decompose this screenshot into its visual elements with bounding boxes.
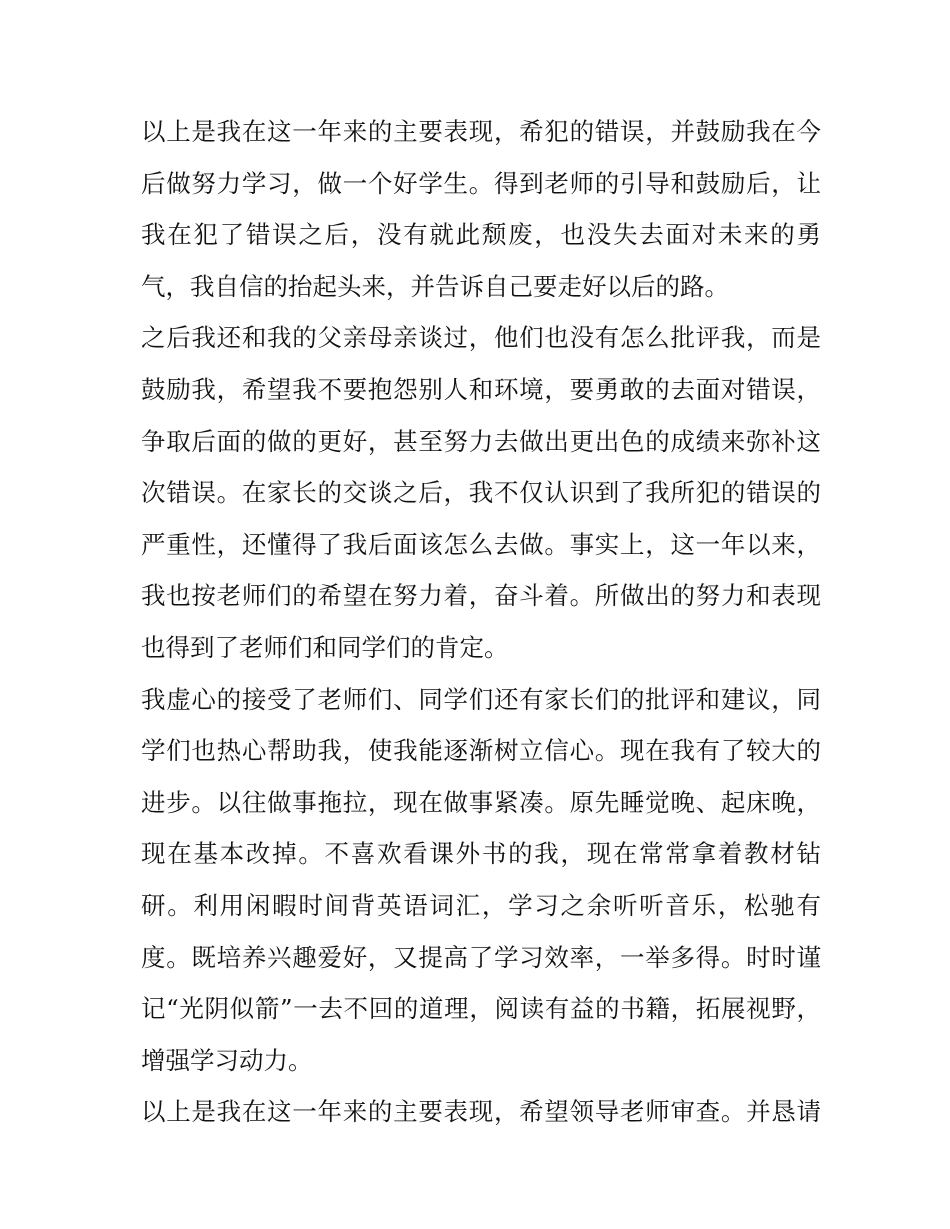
text-line: 记“光阴似箭”一去不回的道理，阅读有益的书籍，拓展视野， (141, 994, 821, 1024)
text-line: 增强学习动力。 (141, 1045, 313, 1075)
text-line: 以上是我在这一年来的主要表现，希望领导老师审查。并恳请 (141, 1097, 821, 1127)
text-line: 我也按老师们的希望在努力着，奋斗着。所做出的努力和表现 (141, 581, 821, 611)
text-line: 研。利用闲暇时间背英语词汇，学习之余听听音乐，松驰有 (141, 890, 821, 920)
text-line: 严重性，还懂得了我后面该怎么去做。事实上，这一年以来， (141, 529, 821, 559)
text-line: 进步。以往做事拖拉，现在做事紧凑。原先睡觉晚、起床晚， (141, 787, 821, 817)
text-line: 气，我自信的抬起头来，并告诉自己要走好以后的路。 (141, 271, 729, 301)
text-line: 也得到了老师们和同学们的肯定。 (141, 632, 509, 662)
text-line: 鼓励我，希望我不要抱怨别人和环境，要勇敢的去面对错误， (141, 374, 821, 404)
text-line: 我在犯了错误之后，没有就此颓废，也没失去面对未来的勇 (141, 220, 821, 250)
body-text (141, 106, 821, 1138)
text-line: 现在基本改掉。不喜欢看课外书的我，现在常常拿着教材钻 (141, 839, 821, 869)
text-line: 学们也热心帮助我，使我能逐渐树立信心。现在我有了较大的 (141, 736, 821, 766)
text-line: 以上是我在这一年来的主要表现，希犯的错误，并鼓励我在今 (141, 117, 821, 146)
text-line: 后做努力学习，做一个好学生。得到老师的引导和鼓励后，让 (141, 168, 821, 198)
text-line: 之后我还和我的父亲母亲谈过，他们也没有怎么批评我，而是 (141, 323, 821, 353)
text-line: 争取后面的做的更好，甚至努力去做出更出色的成绩来弥补这 (141, 426, 821, 456)
text-line: 我虚心的接受了老师们、同学们还有家长们的批评和建议，同 (141, 684, 821, 714)
text-line: 次错误。在家长的交谈之后，我不仅认识到了我所犯的错误的 (141, 478, 821, 508)
text-line: 度。既培养兴趣爱好，又提高了学习效率，一举多得。时时谨 (141, 942, 821, 972)
